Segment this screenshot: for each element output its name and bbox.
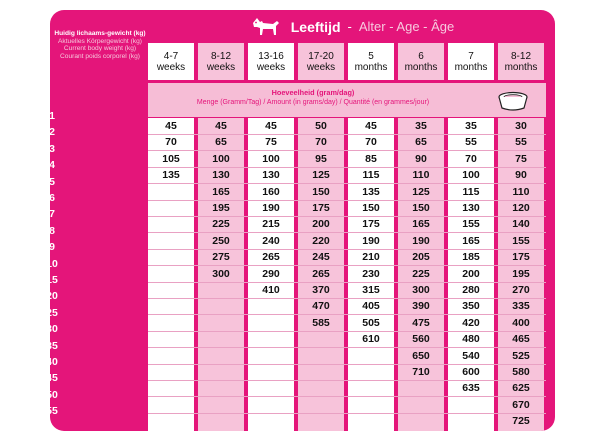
weight-value: 50 bbox=[46, 388, 58, 401]
table-cell: 45 bbox=[365, 120, 377, 132]
table-cell: 250 bbox=[212, 234, 230, 247]
weight-value: 1 bbox=[49, 110, 55, 122]
food-bowl-icon bbox=[496, 90, 530, 112]
weight-value: 2 bbox=[49, 126, 55, 139]
table-cell: 130 bbox=[262, 169, 280, 182]
table-cell: 400 bbox=[512, 316, 530, 329]
table-cell: 280 bbox=[462, 284, 480, 296]
table-cell: 650 bbox=[412, 349, 430, 362]
table-cell: 725 bbox=[512, 415, 530, 428]
table-cell: 55 bbox=[515, 136, 527, 149]
feeding-table bbox=[50, 10, 555, 431]
table-cell: 200 bbox=[312, 218, 330, 231]
table-cell: 130 bbox=[212, 169, 230, 182]
value-column-1 bbox=[148, 118, 194, 431]
table-cell: 270 bbox=[512, 284, 530, 296]
table-cell: 410 bbox=[262, 284, 280, 296]
table-cell: 110 bbox=[412, 169, 430, 182]
table-cell: 390 bbox=[412, 300, 430, 313]
table-cell: 405 bbox=[362, 300, 380, 313]
table-cell: 165 bbox=[412, 218, 430, 231]
row-divider bbox=[148, 347, 546, 348]
table-cell: 140 bbox=[512, 218, 530, 231]
row-divider bbox=[148, 216, 546, 217]
table-cell: 35 bbox=[465, 120, 477, 132]
row-divider bbox=[148, 413, 546, 414]
table-cell: 225 bbox=[412, 267, 430, 280]
weight-value: 25 bbox=[46, 306, 58, 319]
table-cell: 165 bbox=[212, 185, 230, 198]
weight-value: 6 bbox=[49, 192, 55, 204]
table-cell: 45 bbox=[165, 120, 177, 132]
weight-value: 20 bbox=[46, 290, 58, 303]
table-cell: 65 bbox=[215, 136, 227, 149]
table-cell: 670 bbox=[512, 398, 530, 411]
table-cell: 55 bbox=[465, 136, 477, 149]
weight-value: 9 bbox=[49, 241, 55, 254]
table-cell: 580 bbox=[512, 366, 530, 378]
row-divider bbox=[148, 183, 546, 184]
age-col-1: 4-7 weeks bbox=[148, 43, 194, 80]
weight-value: 3 bbox=[49, 142, 55, 155]
table-cell: 115 bbox=[462, 185, 480, 198]
age-header bbox=[148, 10, 555, 43]
row-divider bbox=[148, 265, 546, 266]
table-cell: 70 bbox=[165, 136, 177, 149]
age-col-6: 6 months bbox=[398, 43, 444, 80]
age-col-8: 8-12 months bbox=[498, 43, 544, 80]
table-cell: 125 bbox=[412, 185, 430, 198]
table-cell: 300 bbox=[212, 267, 230, 280]
row-divider bbox=[148, 282, 546, 283]
table-cell: 95 bbox=[315, 152, 327, 165]
table-cell: 635 bbox=[462, 382, 480, 395]
weight-label-main: Huidig lichaams-gewicht (kg) bbox=[54, 30, 146, 37]
table-cell: 480 bbox=[462, 333, 480, 346]
table-cell: 150 bbox=[312, 185, 330, 198]
weight-label-de: Aktuelles Körpergewicht (kg) bbox=[58, 37, 142, 45]
table-cell: 200 bbox=[462, 267, 480, 280]
table-cell: 560 bbox=[412, 333, 430, 346]
row-divider bbox=[148, 150, 546, 151]
table-cell: 160 bbox=[262, 185, 280, 198]
age-separator: - bbox=[347, 19, 352, 34]
weight-value: 7 bbox=[49, 208, 55, 221]
row-divider bbox=[148, 331, 546, 332]
table-cell: 70 bbox=[365, 136, 377, 149]
age-col-4: 17-20 weeks bbox=[298, 43, 344, 80]
table-cell: 85 bbox=[365, 152, 377, 165]
table-cell: 240 bbox=[262, 234, 280, 247]
weight-value: 40 bbox=[46, 356, 58, 368]
table-cell: 90 bbox=[515, 169, 527, 182]
weight-value: 4 bbox=[49, 159, 55, 172]
table-cell: 275 bbox=[212, 251, 230, 264]
table-cell: 315 bbox=[362, 284, 380, 296]
table-cell: 70 bbox=[315, 136, 327, 149]
table-cell: 350 bbox=[462, 300, 480, 313]
table-cell: 175 bbox=[362, 218, 380, 231]
table-cell: 35 bbox=[415, 120, 427, 132]
age-col-3: 13-16 weeks bbox=[248, 43, 294, 80]
table-cell: 265 bbox=[262, 251, 280, 264]
table-cell: 505 bbox=[362, 316, 380, 329]
table-cell: 155 bbox=[512, 234, 530, 247]
table-cell: 190 bbox=[262, 202, 280, 214]
quantity-subtitle: Menge (Gramm/Tag) / Amount (in grams/day) / Quantité (en grammes/jour) bbox=[196, 99, 430, 106]
table-cell: 50 bbox=[315, 120, 327, 132]
table-cell: 245 bbox=[312, 251, 330, 264]
table-cell: 65 bbox=[415, 136, 427, 149]
table-cell: 155 bbox=[462, 218, 480, 231]
table-cell: 465 bbox=[512, 333, 530, 346]
table-cell: 90 bbox=[415, 152, 427, 165]
table-cell: 175 bbox=[512, 251, 530, 264]
quantity-header bbox=[148, 83, 546, 117]
table-cell: 105 bbox=[162, 152, 180, 165]
table-cell: 290 bbox=[262, 267, 280, 280]
table-cell: 100 bbox=[262, 152, 280, 165]
table-cell: 335 bbox=[512, 300, 530, 313]
row-divider bbox=[148, 249, 546, 250]
table-cell: 135 bbox=[162, 169, 180, 182]
table-cell: 265 bbox=[312, 267, 330, 280]
table-cell: 525 bbox=[512, 349, 530, 362]
table-cell: 195 bbox=[212, 202, 230, 214]
table-cell: 610 bbox=[362, 333, 380, 346]
age-title: Leeftijd bbox=[290, 18, 341, 35]
table-cell: 165 bbox=[462, 234, 480, 247]
table-cell: 115 bbox=[362, 169, 380, 182]
table-cell: 150 bbox=[362, 202, 380, 214]
table-cell: 190 bbox=[412, 234, 430, 247]
weight-label-en: Current body weight (kg) bbox=[63, 45, 137, 53]
table-cell: 125 bbox=[312, 169, 330, 182]
table-cell: 175 bbox=[312, 202, 330, 214]
table-cell: 130 bbox=[462, 202, 480, 214]
weight-value: 35 bbox=[46, 339, 58, 352]
row-divider bbox=[148, 298, 546, 299]
row-divider bbox=[148, 396, 546, 397]
quantity-title: Hoeveelheid (gram/dag) bbox=[271, 88, 355, 97]
weight-value: 15 bbox=[46, 274, 58, 286]
row-divider bbox=[148, 314, 546, 315]
table-cell: 110 bbox=[512, 185, 530, 198]
table-cell: 150 bbox=[412, 202, 430, 214]
row-divider bbox=[148, 134, 546, 135]
row-divider bbox=[148, 380, 546, 381]
table-cell: 135 bbox=[362, 185, 380, 198]
weight-value: 10 bbox=[46, 257, 58, 270]
table-cell: 195 bbox=[512, 267, 530, 280]
table-cell: 100 bbox=[462, 169, 480, 182]
table-cell: 225 bbox=[212, 218, 230, 231]
table-cell: 600 bbox=[462, 366, 480, 378]
table-cell: 210 bbox=[362, 251, 380, 264]
age-columns bbox=[148, 43, 548, 80]
table-cell: 120 bbox=[512, 202, 530, 214]
row-divider bbox=[148, 364, 546, 365]
table-cell: 300 bbox=[412, 284, 430, 296]
weight-value: 55 bbox=[46, 405, 58, 418]
table-cell: 215 bbox=[262, 218, 280, 231]
weight-label bbox=[53, 30, 147, 60]
table-cell: 710 bbox=[412, 366, 430, 378]
table-cell: 370 bbox=[312, 284, 330, 296]
table-cell: 625 bbox=[512, 382, 530, 395]
table-cell: 470 bbox=[312, 300, 330, 313]
table-cell: 70 bbox=[465, 152, 477, 165]
table-cell: 45 bbox=[215, 120, 227, 132]
row-divider bbox=[148, 232, 546, 233]
table-cell: 45 bbox=[265, 120, 277, 132]
table-cell: 100 bbox=[212, 152, 230, 165]
table-cell: 230 bbox=[362, 267, 380, 280]
row-divider bbox=[148, 167, 546, 168]
weight-value: 8 bbox=[49, 224, 55, 237]
table-cell: 205 bbox=[412, 251, 430, 264]
weight-value: 30 bbox=[46, 323, 58, 336]
age-col-5: 5 months bbox=[348, 43, 394, 80]
weight-value: 45 bbox=[46, 372, 58, 385]
row-divider bbox=[148, 200, 546, 201]
table-cell: 75 bbox=[265, 136, 277, 149]
table-cell: 75 bbox=[515, 152, 527, 165]
table-cell: 540 bbox=[462, 349, 480, 362]
table-cell: 585 bbox=[312, 316, 330, 329]
age-col-2: 8-12 weeks bbox=[198, 43, 244, 80]
table-cell: 420 bbox=[462, 316, 480, 329]
table-cell: 220 bbox=[312, 234, 330, 247]
age-subtitle: Alter - Age - Âge bbox=[358, 19, 455, 34]
weight-value: 5 bbox=[49, 175, 55, 188]
weight-label-fr: Courant poids corporel (kg) bbox=[60, 52, 140, 60]
table-cell: 30 bbox=[515, 120, 527, 132]
dog-icon bbox=[249, 15, 283, 39]
table-cell: 190 bbox=[362, 234, 380, 247]
table-body bbox=[148, 118, 555, 431]
table-cell: 185 bbox=[462, 251, 480, 264]
table-cell: 475 bbox=[412, 316, 430, 329]
age-col-7: 7 months bbox=[448, 43, 494, 80]
